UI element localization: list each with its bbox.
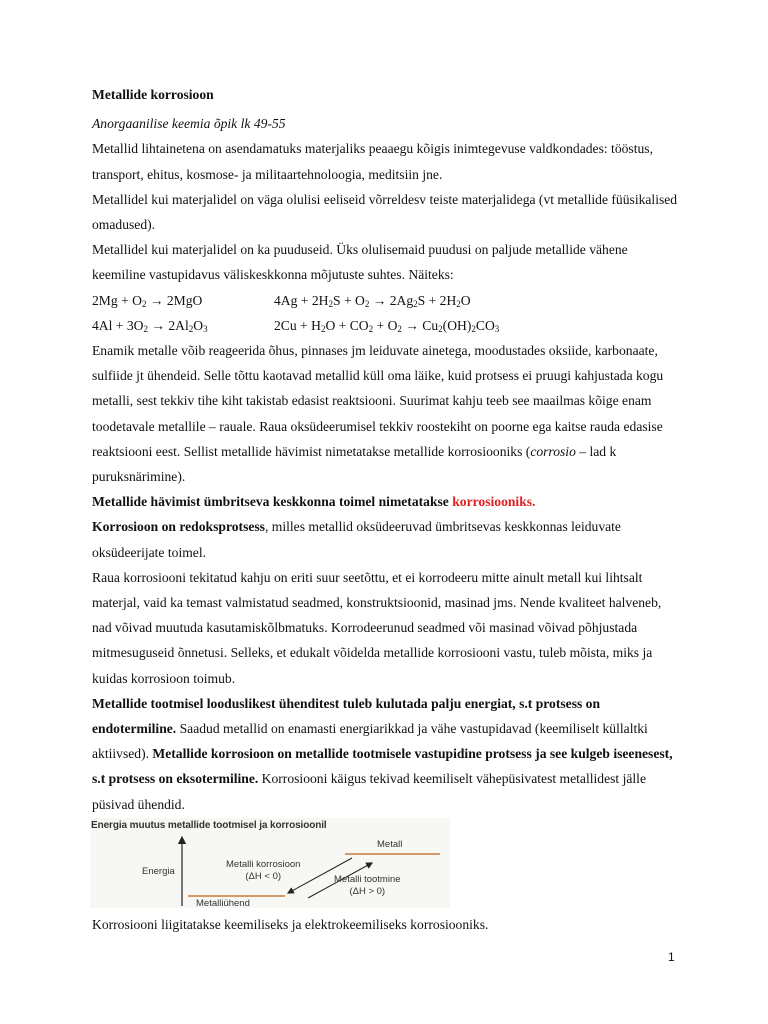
energy-axis-label: Energia [142,866,175,877]
equation-row-2 [92,313,682,338]
compound-level-label: Metalliühend [196,898,250,909]
definition-redox: Korrosioon on redoksprotsess, milles metallid oksüdeeruvad ümbritsevas keskkonnas leiduvate oksüdeerijate toimel. [92,519,621,560]
equation-mg: $2Mg + O_2 \to 2MgO$ [92,292,203,309]
paragraph-energy: Metallide tootmisel looduslikest ühenditest tuleb kulutada palju energiat, s.t protsess on endotermiline. Saadud metallid on enamasti energiarikkad ja vähe vastupidavad (keemiliselt küllaltki aktiivsed). Metallide korrosioon on metallide tootmisele vastupidine protsess ja see kulgeb iseenesest, s.t protsess on eksotermiline. Korrosiooni käigus tekivad keemiliselt vähepüsivatest metallidest jälle püsivad ühendid. [92,695,673,812]
document-body [92,82,682,817]
paragraph-advantages: Metallidel kui materjalidel on väga olulisi eeliseid võrreldesv teiste materjalidega (vt metallide füüsikalised omadused). [92,191,678,233]
corrosion-label-text: Metalli korrosioon [226,859,301,870]
paragraph-rust: Enamik metalle võib reageerida õhus, pinnases jm leiduvate ainetega, moodustades oksiide, karbonaate, sulfiide jt ühendeid. Selle tõttu kaotavad metallid küll oma läike, kuid protsess ei pruugi kahjustada kogu metalli, sest tekkiv tihe kiht takistab edasist reaktsiooni. Suurimat kahju teeb see maailmas kõige enam toodetavale metallile – rauale. Raua oksüdeerumisel tekkiv roostekiht on poorne ega kaitse rauda edasise reaktsiooni eest. Sellist metallide hävimist nimetatakse metallide korrosiooniks (corrosio – lad k puruksnärimine). [92,343,664,485]
paragraph-damage: Raua korrosiooni tekitatud kahju on eriti suur seetõttu, et ei korrodeeru mitte ainult metall kui lihtsalt materjal, vaid ka temast valmistatud seadmed, konstruktsioonid, masinad jms. Nende kvaliteet halveneb, nad võivad muutuda kasutamiskõlbmatuks. Korrodeerunud seadmed või masinad võivad põhjustada mitmesuguseid õnnetusi. Selleks, et edukalt võidelda metallide korrosiooni vastu, tuleb mõista, miks ja kuidas korrosioon toimub. [92,569,662,686]
equation-al: $4Al + 3O_2 \to 2Al_2O_3$ [92,317,208,334]
page-number: 1 [668,950,675,964]
document-subtitle: Anorgaanilise keemia õpik lk 49-55 [92,116,286,132]
document-title: Metallide korrosioon [92,87,214,102]
production-label [334,874,401,898]
production-label-text: Metalli tootmine [334,874,401,885]
corrosion-enthalpy: (ΔH < 0) [245,871,282,882]
equation-row-1 [92,288,682,313]
paragraph-disadvantages: Metallidel kui materjalidel on ka puuduseid. Üks olulisemaid puudusi on paljude metallide vähene keemiline vastupidavus väliskeskkonna mõjutuste suhtes. Näiteks: [92,242,628,283]
definition-corrosion: Metallide hävimist ümbritseva keskkonna toimel nimetatakse korrosiooniks. [92,494,536,510]
equation-ag: $4Ag + 2H_2S + O_2 \to 2Ag_2S + 2H_2O$ [274,292,471,309]
equation-cu: $2Cu + H_2O + CO_2 + O_2 \to Cu_2(OH)_2CO_3$ [274,317,500,334]
metal-level-label: Metall [377,839,403,850]
diagram-title: Energia muutus metallide tootmisel ja korrosioonil [91,820,327,831]
paragraph-intro: Metallid lihtainetena on asendamatuks materjaliks peaaegu kõigis inimtegevuse valdkondades: tööstus, transport, ehitus, kosmose- ja militaartehnoloogia, meditsiin jne. [92,141,653,182]
energy-diagram [90,818,450,908]
corrosion-label [226,859,300,883]
paragraph-classification: Korrosiooni liigitatakse keemiliseks ja elektrokeemiliseks korrosiooniks. [92,917,489,932]
production-enthalpy: (ΔH > 0) [349,886,386,897]
